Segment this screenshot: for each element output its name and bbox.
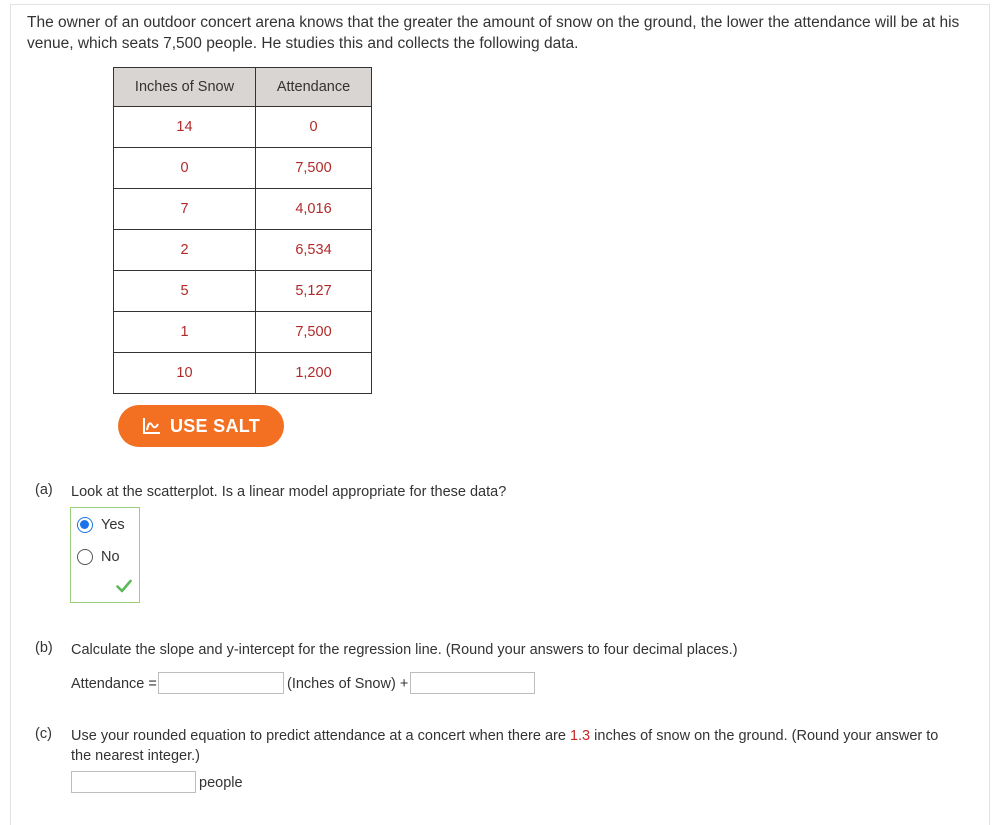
table-row — [114, 189, 372, 230]
cell-attendance: 1,200 — [256, 353, 372, 394]
people-unit-label: people — [199, 775, 243, 791]
part-c-text-before: Use your rounded equation to predict attendance at a concert when there are — [71, 728, 570, 744]
cell-snow: 2 — [114, 230, 256, 271]
table-row — [114, 148, 372, 189]
part-c-text-after: inches of snow on the ground. (Round your answer to the nearest integer.) — [71, 728, 939, 764]
answer-choices — [70, 507, 140, 603]
prediction-input[interactable] — [71, 771, 196, 793]
cell-snow: 1 — [114, 312, 256, 353]
cell-snow: 7 — [114, 189, 256, 230]
cell-snow: 0 — [114, 148, 256, 189]
use-salt-button[interactable] — [118, 405, 284, 447]
cell-snow: 5 — [114, 271, 256, 312]
choice-yes-label: Yes — [101, 517, 125, 533]
cell-attendance: 0 — [256, 107, 372, 148]
part-b-question: Calculate the slope and y-intercept for the regression line. (Round your answers to four decimal places.) — [71, 642, 738, 658]
cell-attendance: 7,500 — [256, 148, 372, 189]
use-salt-label: USE SALT — [169, 415, 261, 436]
table-row — [114, 312, 372, 353]
choice-no[interactable] — [77, 549, 120, 565]
part-a-label: (a) — [35, 482, 53, 498]
header-inches-of-snow: Inches of Snow — [114, 68, 256, 107]
equation-left-label: Attendance = — [71, 676, 157, 692]
slope-input[interactable] — [158, 672, 284, 694]
correct-check-icon — [116, 579, 132, 593]
header-attendance: Attendance — [256, 68, 372, 107]
table-row — [114, 230, 372, 271]
radio-no[interactable] — [77, 549, 93, 565]
part-b-label: (b) — [35, 640, 53, 656]
table-row — [114, 353, 372, 394]
intercept-input[interactable] — [410, 672, 535, 694]
table-header-row — [114, 68, 372, 107]
data-table — [113, 67, 372, 394]
table-row — [114, 107, 372, 148]
table-row — [114, 271, 372, 312]
part-c-question — [71, 726, 961, 766]
radio-yes[interactable] — [77, 517, 93, 533]
snow-value: 1.3 — [569, 728, 591, 744]
part-c-label: (c) — [35, 726, 52, 742]
cell-attendance: 6,534 — [256, 230, 372, 271]
salt-chart-icon — [142, 416, 162, 436]
intro-text: The owner of an outdoor concert arena knows that the greater the amount of snow on the ground, the lower the attendance will be at his venue, which seats 7,500 people. He studies this and collects the following data. — [27, 14, 960, 52]
choice-yes[interactable] — [77, 517, 125, 533]
cell-snow: 14 — [114, 107, 256, 148]
part-a-question: Look at the scatterplot. Is a linear model appropriate for these data? — [71, 484, 507, 500]
cell-attendance: 4,016 — [256, 189, 372, 230]
equation-middle-label: (Inches of Snow) + — [287, 676, 409, 692]
cell-attendance: 7,500 — [256, 312, 372, 353]
choice-no-label: No — [101, 549, 120, 565]
cell-snow: 10 — [114, 353, 256, 394]
cell-attendance: 5,127 — [256, 271, 372, 312]
